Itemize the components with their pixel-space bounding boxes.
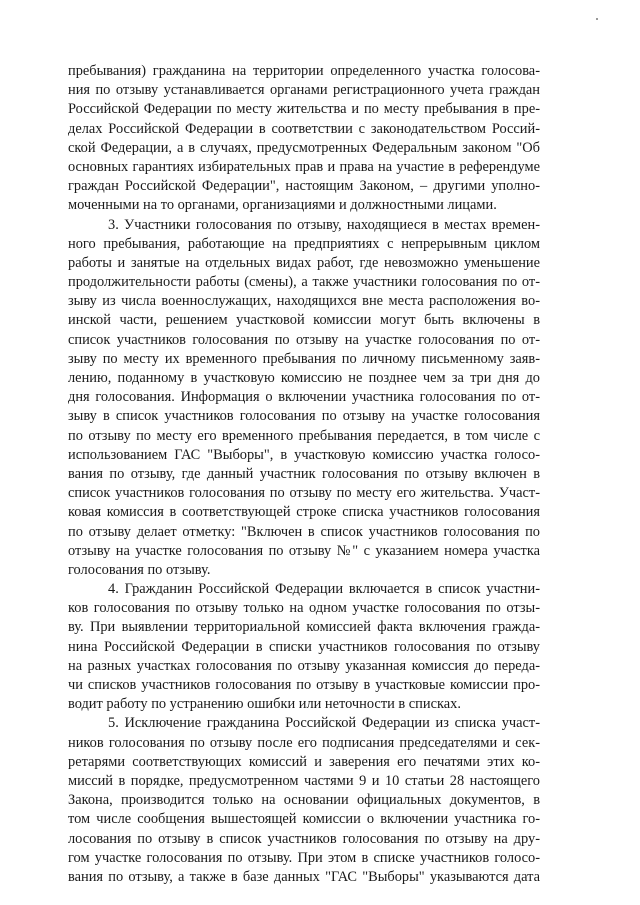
text-line: граждан Российской Федерации", настоящим Законом, – другими уполно- (68, 178, 540, 195)
text-line: по отзыву по месту его временного пребывания передается, в том числе с (68, 427, 540, 444)
text-line: основных гарантиях избирательных прав и права на участие в референдуме (68, 158, 540, 175)
text-line: моченными на то органами, организациями и должностными лицами. (68, 197, 497, 214)
text-line: список участников голосования по отзыву на участке голосования по от- (68, 331, 540, 348)
text-line: отзыву на участке голосования по отзыву №" с указанием номера участка (68, 542, 540, 559)
paragraph-p5 (68, 714, 540, 887)
text-line: по отзыву делает отметку: "Включен в список участников голосования по (68, 523, 540, 540)
text-line: ретарями соответствующих комиссий и заверения его печатями этих ко- (68, 753, 540, 770)
text-line: 3. Участники голосования по отзыву, находящиеся в местах времен- (108, 216, 540, 233)
text-line: ков голосования по отзыву только на одном участке голосования по отзы- (68, 600, 540, 617)
text-line: Российской Федерации по месту жительства и по месту пребывания в пре- (68, 101, 540, 118)
text-line: ковая комиссия в соответствующей строке списка участников голосования (68, 504, 540, 521)
text-line: том числе сообщения вышестоящей комиссии о включении участника го- (68, 811, 540, 828)
text-line: дня голосования. Информация о включении участника голосования по от- (68, 389, 540, 406)
text-line: лосования по отзыву в список участников голосования по отзыву на дру- (68, 830, 540, 847)
text-line: водит работу по устранению ошибки или неточности в списках. (68, 696, 461, 713)
text-line: зыву в список участников голосования по отзыву на участке голосования (68, 408, 540, 425)
text-line: ния по отзыву устанавливается органами регистрационного учета граждан (68, 82, 540, 99)
text-line: на разных участках голосования по отзыву указанная комиссия до переда- (68, 657, 540, 674)
text-line: гом участке голосования по отзыву. При этом в списке участников голосо- (68, 849, 540, 866)
text-line: ской Федерации, а в случаях, предусмотренных Федеральным законом "Об (68, 139, 540, 156)
text-line: инской части, решением участковой комиссии могут быть включены в (68, 312, 540, 329)
text-line: голосования по отзыву. (68, 561, 211, 578)
paragraph-p4 (68, 580, 540, 714)
text-line: нина Российской Федерации в списки участников голосования по отзыву (68, 638, 540, 655)
text-line: 4. Гражданин Российской Федерации включается в список участни- (108, 581, 540, 598)
text-line: Закона, производится только на основании официальных документов, в (68, 792, 540, 809)
text-line: ного пребывания, работающие на предприятиях с непрерывным циклом (68, 235, 540, 252)
paragraph-p3 (68, 216, 540, 581)
paragraph-p-cont (68, 62, 540, 216)
document-page (68, 62, 540, 887)
text-line: работы и занятые на отдельных видах работ, где невозможно уменьшение (68, 254, 540, 271)
text-line: делах Российской Федерации в соответствии с законодательством Россий- (68, 120, 540, 137)
text-line: ников голосования по отзыву после его подписания председателями и сек- (68, 734, 540, 751)
text-line: зыву из числа военнослужащих, находящихся вне места расположения во- (68, 293, 540, 310)
text-line: список участников голосования по отзыву по месту его жительства. Участ- (68, 485, 540, 502)
scan-speck (596, 18, 598, 20)
text-line: пребывания) гражданина на территории определенного участка голосова- (68, 63, 540, 79)
text-line: миссий в порядке, предусмотренном частями 9 и 10 статьи 28 настоящего (68, 772, 540, 789)
text-line: продолжительности работы (смены), а также участники голосования по от- (68, 274, 540, 291)
text-line: вания по отзыву, а также в базе данных "ГАС "Выборы" указываются дата (68, 868, 540, 885)
text-line: 5. Исключение гражданина Российской Федерации из списка участ- (108, 715, 540, 732)
text-line: чи списков участников голосования по отзыву в участковые комиссии про- (68, 677, 540, 693)
text-line: использованием ГАС "Выборы", в участковую комиссию участка голосо- (68, 446, 540, 463)
text-line: лению, поданному в участковую комиссию не позднее чем за три дня до (68, 370, 540, 386)
text-line: зыву по месту их временного пребывания по личному письменному заяв- (68, 350, 540, 367)
text-line: вания по отзыву, где данный участник голосования по отзыву включен в (68, 465, 540, 482)
text-line: ву. При выявлении территориальной комиссией факта включения гражда- (68, 619, 540, 636)
